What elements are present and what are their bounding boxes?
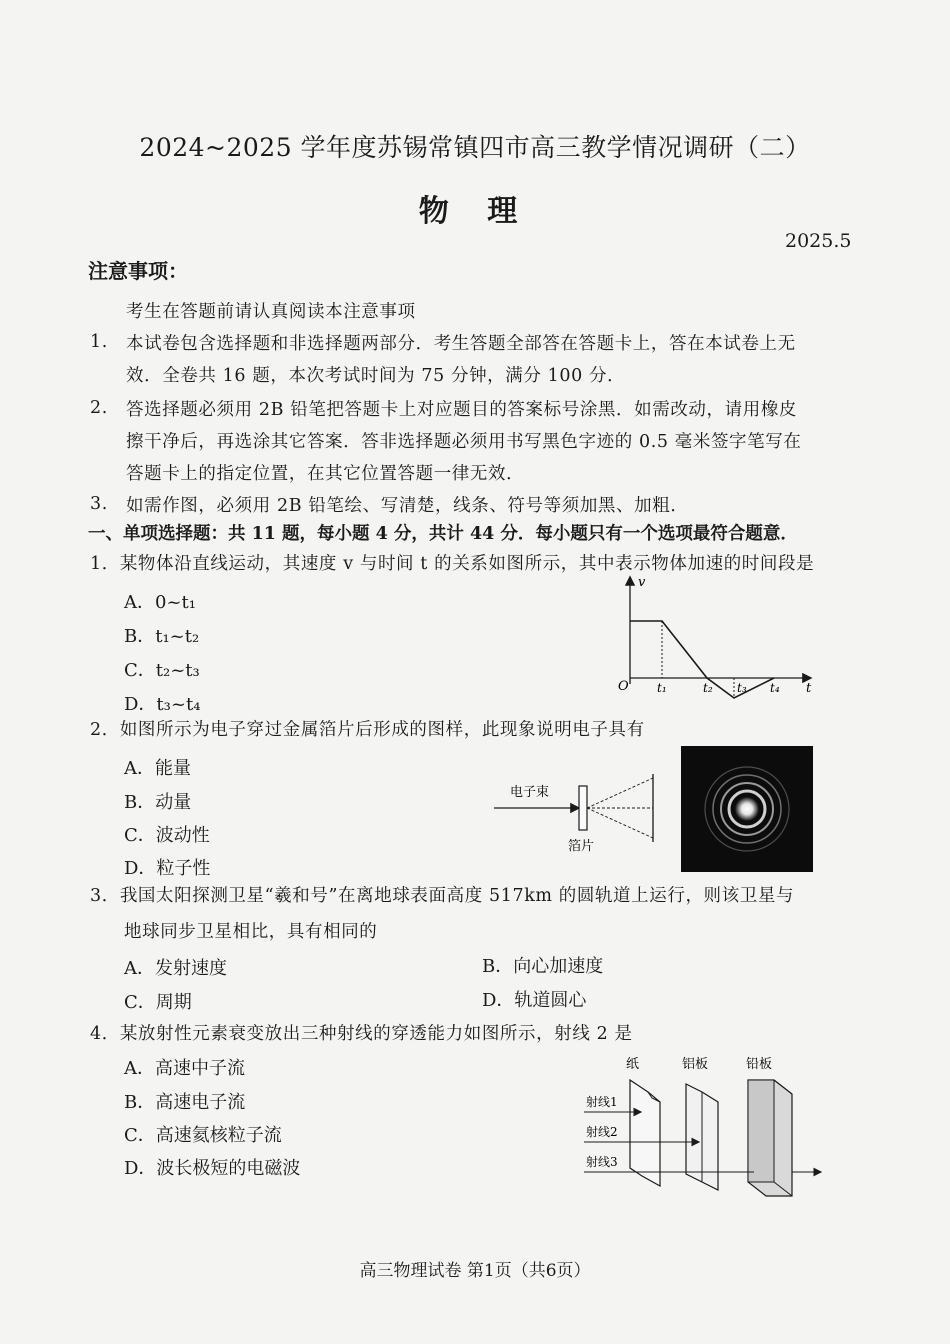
tick-t3: t₃ <box>737 681 747 695</box>
lead-label: 铅板 <box>746 1057 773 1072</box>
page-footer: 高三物理试卷 第1页（共6页） <box>359 1261 591 1281</box>
question-3-stem-line: 3．我国太阳探测卫星“羲和号”在离地球表面高度 517km 的圆轨道上运行，则该卫星与 <box>90 886 795 906</box>
origin-label: O <box>618 679 629 694</box>
q2-option-c: C．波动性 <box>124 825 210 846</box>
q4-option-c: C．高速氦核粒子流 <box>124 1125 282 1146</box>
v-axis-label: v <box>638 575 646 590</box>
section-heading: 一、单项选择题：共 11 题，每小题 4 分，共计 44 分．每小题只有一个选项最符合题意． <box>88 524 798 544</box>
electron-diffraction-diagram <box>488 770 663 856</box>
q1-option-c: C．t₂~t₃ <box>124 660 200 681</box>
ray-1-label: 射线1 <box>586 1095 618 1109</box>
q3-option-d: D．轨道圆心 <box>482 990 587 1011</box>
paper-label: 纸 <box>626 1057 640 1072</box>
question-3-stem-line: 地球同步卫星相比，具有相同的 <box>124 922 378 942</box>
notice-item-number: 2. <box>90 398 108 418</box>
subject-title: 物 理 <box>418 194 532 229</box>
notice-item-line: 效．全卷共 16 题，本次考试时间为 75 分钟，满分 100 分． <box>126 366 626 386</box>
notice-item-line: 本试卷包含选择题和非选择题两部分．考生答题全部答在答题卡上，答在本试卷上无 <box>126 334 796 354</box>
tick-t1: t₁ <box>657 681 667 695</box>
radiation-penetration-diagram <box>578 1050 828 1200</box>
q4-option-b: B．高速电子流 <box>124 1092 246 1113</box>
q2-option-d: D．粒子性 <box>124 858 211 879</box>
notice-heading: 注意事项： <box>88 259 188 283</box>
notice-item-number: 3. <box>90 494 108 514</box>
exam-date: 2025.5 <box>785 230 852 252</box>
question-1-stem: 1．某物体沿直线运动，其速度 v 与时间 t 的关系如图所示，其中表示物体加速的时间段是 <box>90 554 815 574</box>
q1-option-d: D．t₃~t₄ <box>124 694 201 715</box>
tick-t2: t₂ <box>703 681 713 695</box>
velocity-time-graph <box>610 572 825 700</box>
tick-t4: t₄ <box>770 681 780 695</box>
q3-option-a: A．发射速度 <box>124 958 227 979</box>
velocity-curve <box>630 621 774 698</box>
diffraction-pattern-image <box>681 746 813 872</box>
aluminum-label: 铝板 <box>682 1057 709 1072</box>
ray-3-label: 射线3 <box>586 1155 618 1169</box>
q2-option-b: B．动量 <box>124 792 192 813</box>
q1-option-a: A．0~t₁ <box>124 592 196 613</box>
q4-option-d: D．波长极短的电磁波 <box>124 1158 301 1179</box>
electron-beam-label: 电子束 <box>510 785 550 800</box>
notice-item-line: 擦干净后，再选涂其它答案．答非选择题必须用书写黑色字迹的 0.5 毫米签字笔写在 <box>126 432 802 452</box>
notice-item-number: 1. <box>90 332 108 352</box>
question-4-stem: 4．某放射性元素衰变放出三种射线的穿透能力如图所示，射线 2 是 <box>90 1024 633 1044</box>
notice-item-line: 答题卡上的指定位置，在其它位置答题一律无效． <box>126 464 525 484</box>
ray-2-label: 射线2 <box>586 1125 618 1139</box>
q1-option-b: B．t₁~t₂ <box>124 626 200 647</box>
paper-sheet <box>630 1080 660 1186</box>
question-2-stem: 2．如图所示为电子穿过金属箔片后形成的图样，此现象说明电子具有 <box>90 720 645 740</box>
exam-title: 2024~2025 学年度苏锡常镇四市高三教学情况调研（二） <box>139 133 811 162</box>
q2-option-a: A．能量 <box>124 758 191 779</box>
notice-intro: 考生在答题前请认真阅读本注意事项 <box>126 302 416 322</box>
q3-option-b: B．向心加速度 <box>482 956 604 977</box>
q3-option-c: C．周期 <box>124 992 192 1013</box>
foil-label: 箔片 <box>568 839 595 854</box>
t-axis-label: t <box>806 681 812 696</box>
q4-option-a: A．高速中子流 <box>124 1058 245 1079</box>
metal-foil <box>579 786 587 830</box>
notice-item-line: 如需作图，必须用 2B 铅笔绘、写清楚，线条、符号等须加黑、加粗． <box>126 496 689 516</box>
notice-item-line: 答选择题必须用 2B 铅笔把答题卡上对应题目的答案标号涂黑．如需改动，请用橡皮 <box>126 400 798 420</box>
